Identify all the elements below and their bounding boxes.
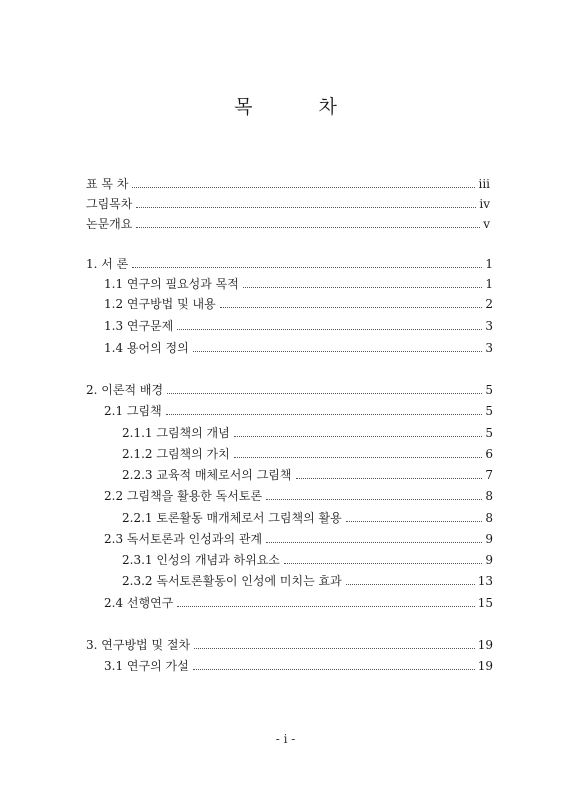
toc-entry-label: 1.3 연구문제: [104, 319, 174, 333]
toc-entry-label: 2.2.3 교육적 매체로서의 그림책: [122, 468, 292, 482]
toc-entry-label: 2. 이론적 배경: [86, 383, 164, 397]
toc-page-number: 7: [485, 468, 493, 482]
toc-page-number: 19: [477, 659, 493, 673]
toc-page-number: 8: [485, 489, 493, 503]
toc-entry-label: 그림목차: [86, 197, 133, 211]
toc-page-number: 9: [485, 532, 493, 546]
toc-entry-abstract[interactable]: [86, 216, 490, 232]
dot-leader: [193, 350, 483, 352]
dot-leader: [346, 520, 483, 522]
dot-leader: [177, 605, 474, 607]
toc-subsection-2-3-1[interactable]: [122, 552, 493, 568]
toc-subsection-2-2-3[interactable]: [122, 467, 493, 483]
toc-page-number: iv: [479, 197, 490, 211]
toc-subsection-2-2-1[interactable]: [122, 510, 493, 526]
toc-section-2-4[interactable]: [104, 595, 493, 611]
toc-entry-label: 2.4 선행연구: [104, 596, 174, 610]
toc-section-1-3[interactable]: [104, 318, 493, 334]
toc-entry-label: 2.1.1 그림책의 개념: [122, 426, 230, 440]
toc-entry-figure-list[interactable]: [86, 196, 490, 212]
toc-entry-table-list[interactable]: [86, 176, 490, 192]
toc-chapter-1[interactable]: [86, 256, 493, 272]
dot-leader: [193, 668, 475, 670]
dot-leader: [346, 583, 475, 585]
toc-entry-label: 2.2.1 토론활동 매개체로서 그림책의 활용: [122, 511, 342, 525]
toc-chapter-3[interactable]: [86, 637, 493, 653]
dot-leader: [234, 456, 483, 458]
toc-section-2-2[interactable]: [104, 488, 493, 504]
toc-entry-label: 1.4 용어의 정의: [104, 341, 189, 355]
toc-page-number: 13: [477, 574, 493, 588]
toc-section-1-2[interactable]: [104, 296, 493, 312]
dot-leader: [166, 413, 483, 415]
toc-page-number: 1: [485, 277, 493, 291]
toc-chapter-2[interactable]: [86, 382, 493, 398]
toc-subsection-2-1-1[interactable]: [122, 425, 493, 441]
toc-entry-label: 논문개요: [86, 217, 133, 231]
dot-leader: [136, 206, 476, 208]
dot-leader: [296, 477, 483, 479]
toc-page-number: 1: [485, 257, 493, 271]
dot-leader: [177, 328, 482, 330]
toc-page-number: v: [483, 217, 490, 231]
page-title: 목 차: [234, 96, 367, 118]
toc-entry-label: 2.2 그림책을 활용한 독서토론: [104, 489, 263, 503]
dot-leader: [266, 541, 482, 543]
toc-page-number: 5: [485, 404, 493, 418]
dot-leader: [234, 435, 483, 437]
toc-page-number: 9: [485, 553, 493, 567]
toc-page-number: 6: [485, 447, 493, 461]
page-number-footer: - i -: [275, 732, 296, 746]
toc-page-number: 5: [485, 426, 493, 440]
toc-subsection-2-1-2[interactable]: [122, 446, 493, 462]
toc-page-number: 19: [477, 638, 493, 652]
toc-page-number: iii: [478, 177, 490, 191]
toc-entry-label: 1. 서 론: [86, 257, 129, 271]
toc-entry-label: 2.1 그림책: [104, 404, 162, 418]
toc-entry-label: 2.3.1 인성의 개념과 하위요소: [122, 553, 280, 567]
toc-page-number: 8: [485, 511, 493, 525]
toc-page-number: 15: [477, 596, 493, 610]
dot-leader: [132, 266, 482, 268]
toc-section-2-3[interactable]: [104, 531, 493, 547]
toc-entry-label: 2.3 독서토론과 인성과의 관계: [104, 532, 263, 546]
toc-entry-label: 3.1 연구의 가설: [104, 659, 189, 673]
toc-page-number: 3: [485, 341, 493, 355]
dot-leader: [136, 226, 480, 228]
toc-subsection-2-3-2[interactable]: [122, 573, 493, 589]
dot-leader: [167, 392, 482, 394]
dot-leader: [266, 498, 482, 500]
toc-page-number: 5: [485, 383, 493, 397]
toc-section-3-1[interactable]: [104, 658, 493, 674]
toc-section-2-1[interactable]: [104, 403, 493, 419]
toc-section-1-1[interactable]: [104, 276, 493, 292]
toc-page-number: 3: [485, 319, 493, 333]
dot-leader: [220, 306, 483, 308]
dot-leader: [132, 186, 475, 188]
toc-entry-label: 2.1.2 그림책의 가치: [122, 447, 230, 461]
toc-entry-label: 3. 연구방법 및 절차: [86, 638, 191, 652]
toc-page-number: 2: [485, 297, 493, 311]
toc-entry-label: 표 목 차: [86, 177, 129, 191]
toc-entry-label: 2.3.2 독서토론활동이 인성에 미치는 효과: [122, 574, 342, 588]
dot-leader: [243, 286, 483, 288]
dot-leader: [284, 562, 482, 564]
toc-entry-label: 1.1 연구의 필요성과 목적: [104, 277, 239, 291]
toc-section-1-4[interactable]: [104, 340, 493, 356]
dot-leader: [194, 647, 475, 649]
toc-entry-label: 1.2 연구방법 및 내용: [104, 297, 216, 311]
